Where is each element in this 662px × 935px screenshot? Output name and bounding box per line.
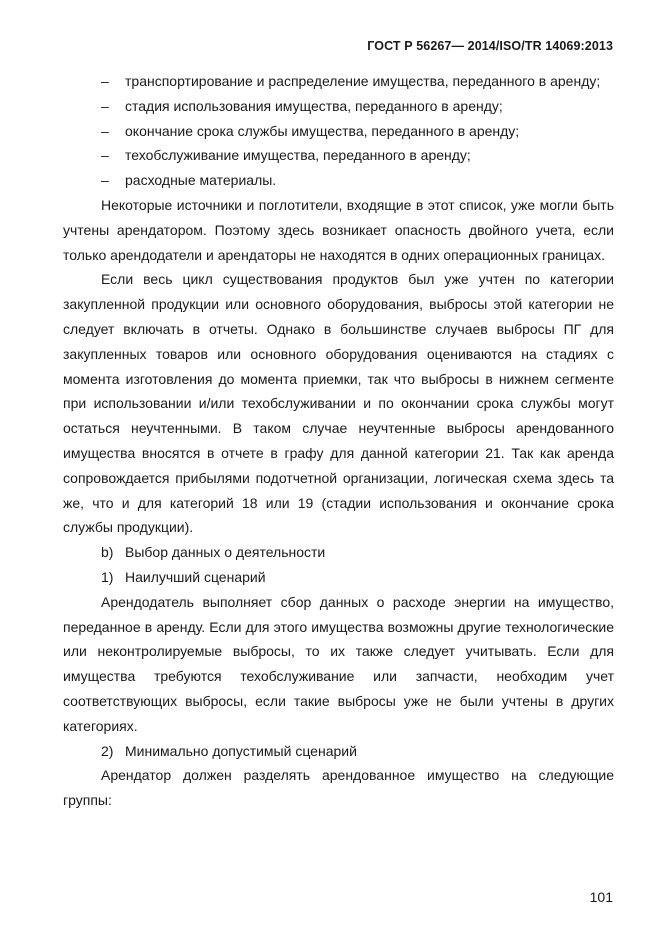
document-header: ГОСТ Р 56267— 2014/ISO/TR 14069:2013 bbox=[367, 39, 613, 53]
list-item bbox=[63, 119, 614, 144]
list-item-text: техобслуживание имущества, переданного в аренду; bbox=[125, 147, 471, 164]
list-dash: – bbox=[101, 172, 109, 189]
list-item bbox=[63, 143, 614, 168]
section-activity-data bbox=[63, 540, 614, 565]
document-body bbox=[63, 69, 614, 813]
list-item bbox=[63, 69, 614, 94]
scenario-title: Наилучший сценарий bbox=[125, 568, 266, 585]
list-item-text: расходные материалы. bbox=[125, 172, 277, 189]
list-dash: – bbox=[101, 147, 109, 164]
section-mark: b) bbox=[101, 544, 114, 561]
list-item bbox=[63, 94, 614, 119]
paragraph-double-counting: Некоторые источники и поглотители, входящие в этот список, уже могли быть учтены арендатором. Поэтому здесь возникает опасность двойного учета, если только арендодатели и арендаторы не находятся в одних операционных границах. bbox=[63, 196, 614, 263]
list-dash: – bbox=[101, 97, 109, 114]
scenario-mark: 1) bbox=[101, 568, 114, 585]
scenario-mark: 2) bbox=[101, 742, 114, 759]
list-dash: – bbox=[101, 122, 109, 139]
list-item-text: транспортирование и распределение имущества, переданного в аренду; bbox=[125, 73, 601, 89]
list-dash: – bbox=[101, 73, 109, 89]
scenario-title: Минимально допустимый сценарий bbox=[125, 742, 357, 759]
page-number: 101 bbox=[589, 889, 613, 905]
list-item-text: стадия использования имущества, переданного в аренду; bbox=[125, 97, 503, 114]
scenario-best bbox=[63, 565, 614, 590]
list-item bbox=[63, 168, 614, 193]
paragraph-lessor: Арендодатель выполняет сбор данных о расходе энергии на имущество, переданное в аренду. Если для этого имущества возможны другие технологические или неконтролируемые выбросы, то их также следует учитывать. Если для имущества требуются техобслуживание или запчасти, необходим учет соответствующих выбросы, если такие выбросы уже не были учтены в других категориях. bbox=[63, 593, 614, 734]
list-item-text: окончание срока службы имущества, переданного в аренду; bbox=[125, 122, 520, 139]
paragraph-lessee: Арендатор должен разделять арендованное имущество на следующие группы: bbox=[63, 767, 614, 809]
paragraph-life-cycle: Если весь цикл существования продуктов был уже учтен по категории закупленной продукции или основного оборудования, выбросы этой категории не следует включать в отчеты. Однако в большинстве случаев выбросы ПГ для закупленных товаров или основного оборудования оцениваются на стадиях с момента изготовления до момента приемки, так что выбросы в нижнем сегменте при использовании и/или техобслуживании и по окончании срока службы могут остаться неучтенными. В таком случае неучтенные выбросы арендованного имущества вносятся в отчете в графу для данной категории 21. Так как аренда сопровождается прибылями подотчетной организации, логическая схема здесь та же, что и для категорий 18 или 19 (стадии использования и окончание срока службы продукции). bbox=[63, 271, 614, 536]
section-title: Выбор данных о деятельности bbox=[125, 544, 326, 561]
scenario-minimum bbox=[63, 739, 614, 764]
